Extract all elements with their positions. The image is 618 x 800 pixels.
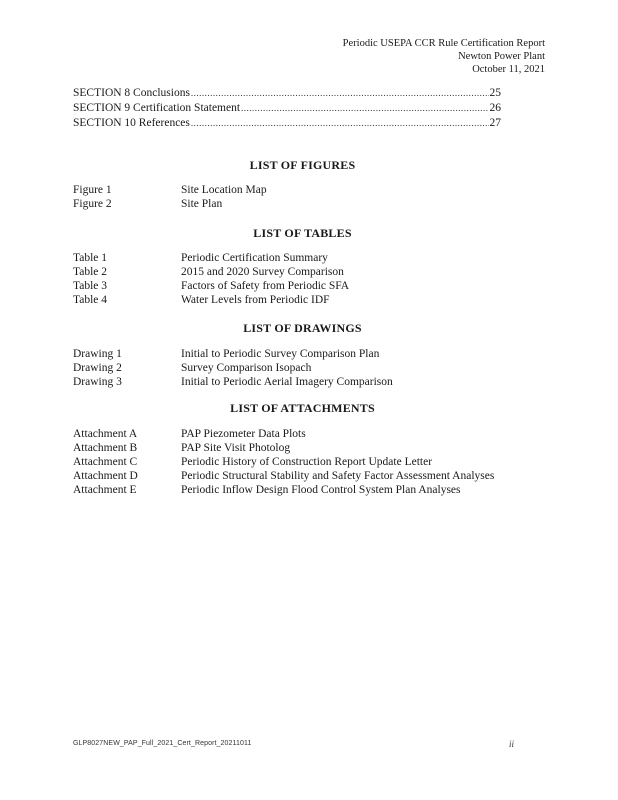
list-item [73,347,548,361]
list-item [73,469,548,483]
item-title: PAP Piezometer Data Plots [181,428,306,440]
item-label: Attachment D [73,470,138,482]
list-item [73,251,548,265]
item-title: PAP Site Visit Photolog [181,442,291,454]
toc-entry[interactable] [73,101,501,116]
list-item [73,197,548,211]
list-item [73,279,548,293]
item-label: Attachment A [73,428,138,440]
list-item [73,375,548,389]
list-item [73,361,548,375]
item-title: Site Plan [181,198,223,210]
toc-leader-dots [191,116,489,131]
item-label: Table 3 [73,280,108,292]
item-title: Initial to Periodic Survey Comparison Plan [181,348,380,360]
page-number: ii [508,739,514,749]
list-item [73,483,548,497]
toc-leader-dots [241,101,488,116]
item-label: Attachment C [73,456,138,468]
item-label: Table 2 [73,266,108,278]
item-label: Drawing 1 [73,348,122,360]
item-label: Drawing 2 [73,362,122,374]
toc-entry-page: 25 [489,87,501,99]
plant-name: Newton Power Plant [458,51,545,62]
report-date: October 11, 2021 [472,64,545,75]
toc-entry-page: 26 [489,102,501,114]
item-title: Periodic Inflow Design Flood Control System Plan Analyses [181,484,461,496]
toc-entry-label: SECTION 9 Certification Statement [73,102,241,114]
toc-entry-label: SECTION 8 Conclusions [73,87,190,99]
list-item [73,441,548,455]
document-id: GLP8027NEW_PAP_Full_2021_Cert_Report_20211011 [73,740,252,747]
toc-leader-dots [191,86,489,101]
toc-entry-label: SECTION 10 References [73,117,190,129]
list-of-figures [73,157,548,211]
item-title: Periodic History of Construction Report Update Letter [181,456,433,468]
item-title: 2015 and 2020 Survey Comparison [181,266,344,278]
item-label: Drawing 3 [73,376,122,388]
list-item [73,265,548,279]
section-heading: LIST OF TABLES [253,226,352,240]
section-heading: LIST OF FIGURES [249,158,356,172]
item-label: Figure 1 [73,184,112,196]
item-title: Site Location Map [181,184,267,196]
item-label: Attachment B [73,442,138,454]
toc-entry[interactable] [73,86,501,101]
item-title: Initial to Periodic Aerial Imagery Comparison [181,376,393,388]
toc-entry[interactable] [73,116,501,131]
list-of-attachments [73,400,548,497]
item-label: Figure 2 [73,198,112,210]
list-item [73,427,548,441]
item-label: Table 1 [73,252,108,264]
item-title: Water Levels from Periodic IDF [181,294,330,306]
list-of-drawings [73,320,548,389]
item-label: Table 4 [73,294,108,306]
table-of-contents [73,86,501,131]
list-item [73,293,548,307]
item-title: Survey Comparison Isopach [181,362,312,374]
item-title: Periodic Structural Stability and Safety Factor Assessment Analyses [181,470,495,482]
item-label: Attachment E [73,484,137,496]
report-title: Periodic USEPA CCR Rule Certification Report [342,38,545,49]
section-heading: LIST OF DRAWINGS [243,321,362,335]
page-header [343,37,545,76]
item-title: Factors of Safety from Periodic SFA [181,280,350,292]
toc-entry-page: 27 [489,117,501,129]
list-item [73,455,548,469]
section-heading: LIST OF ATTACHMENTS [230,401,375,415]
list-of-tables [73,225,548,307]
list-item [73,183,548,197]
item-title: Periodic Certification Summary [181,252,328,264]
